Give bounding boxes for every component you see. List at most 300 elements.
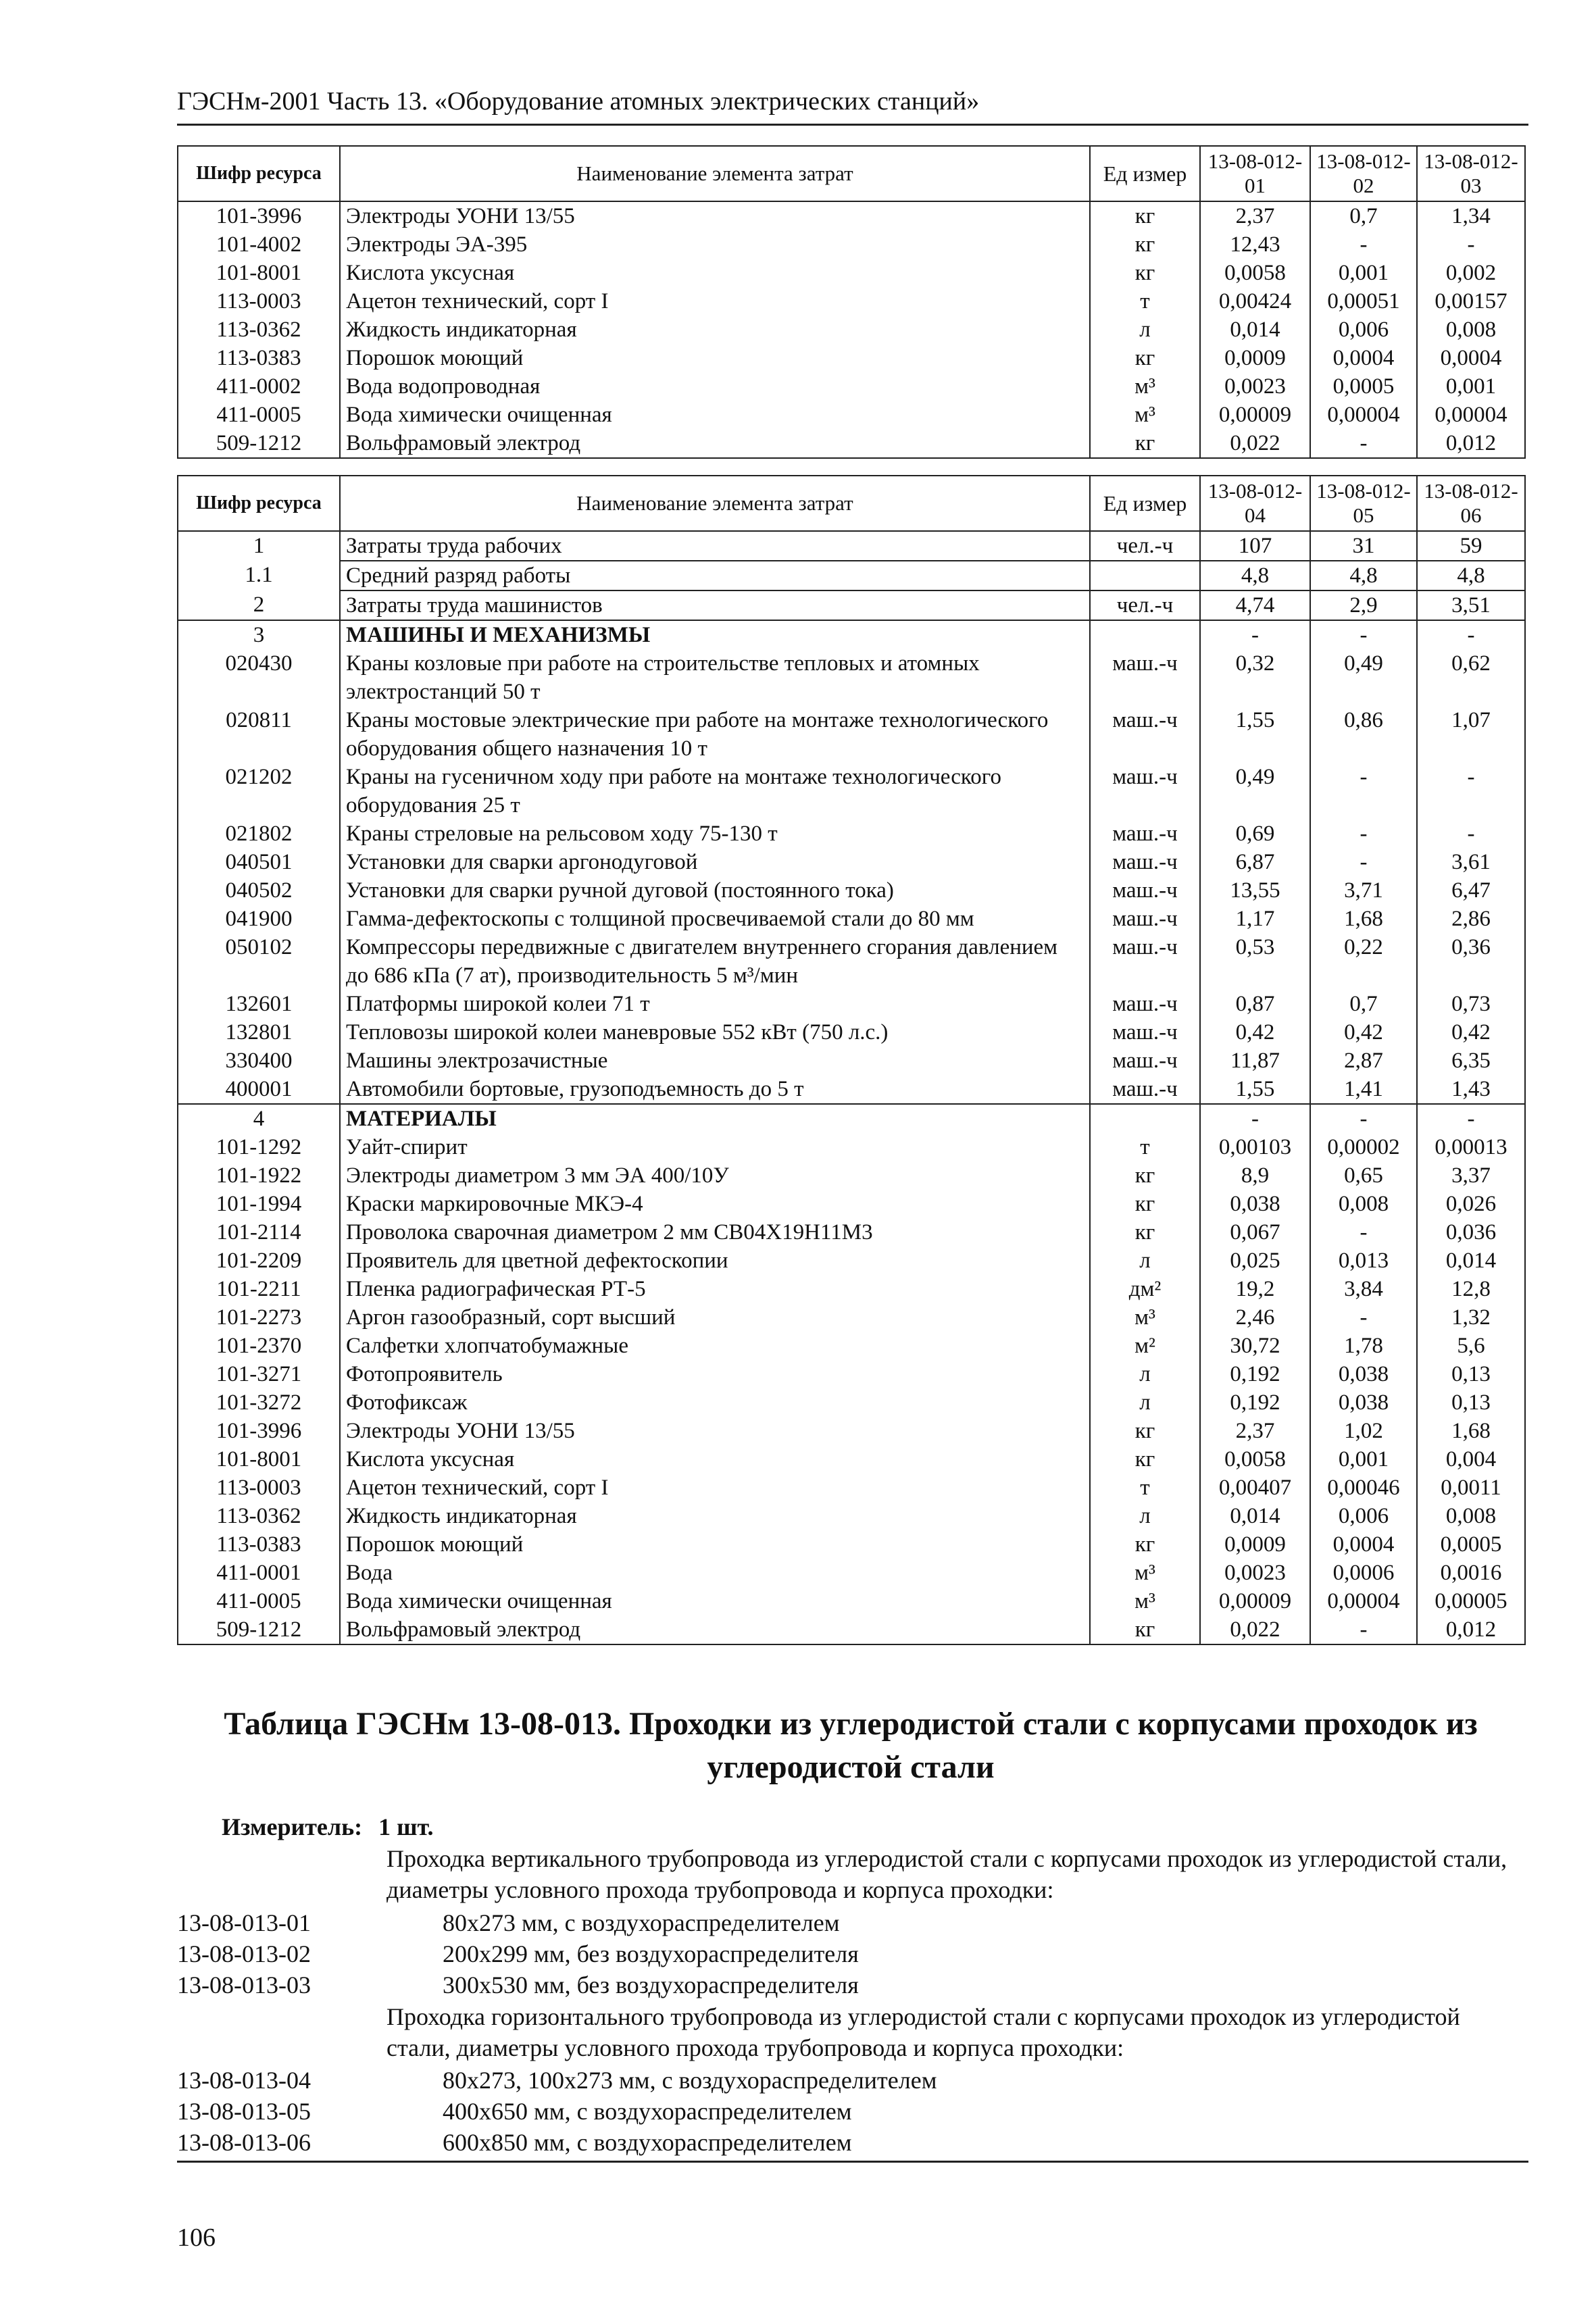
resource-code: 101-2114 <box>178 1218 340 1247</box>
unit-of-measure: маш.-ч <box>1090 820 1200 848</box>
resource-table-2 <box>177 475 1526 1645</box>
unit-of-measure: кг <box>1090 259 1200 287</box>
unit-of-measure: маш.-ч <box>1090 933 1200 990</box>
norm-value-3: 59 <box>1417 531 1525 561</box>
resource-code: 101-2273 <box>178 1303 340 1332</box>
norm-value-1: 0,022 <box>1200 429 1310 458</box>
col-header-c2: 13-08-012-02 <box>1310 146 1417 201</box>
norm-value-2: - <box>1310 1218 1417 1247</box>
resource-name: Краны стреловые на рельсовом ходу 75-130 т <box>340 820 1090 848</box>
norm-value-3: 0,036 <box>1417 1218 1525 1247</box>
norm-value-3: 3,37 <box>1417 1161 1525 1190</box>
norm-value-3: 0,0005 <box>1417 1530 1525 1559</box>
table-row <box>178 1218 1525 1247</box>
norm-value-1: 0,0023 <box>1200 372 1310 401</box>
norm-value-3: 0,026 <box>1417 1190 1525 1218</box>
unit-of-measure: м² <box>1090 1332 1200 1360</box>
norm-value-3: - <box>1417 620 1525 649</box>
norm-value-3: 0,42 <box>1417 1018 1525 1047</box>
norm-value-2: 0,038 <box>1310 1388 1417 1417</box>
resource-code: 101-2209 <box>178 1247 340 1275</box>
item-text: 400х650 мм, с воздухораспределителем <box>443 2098 852 2125</box>
norm-value-1: 13,55 <box>1200 876 1310 905</box>
norm-value-2: - <box>1310 1104 1417 1133</box>
resource-code: 330400 <box>178 1047 340 1075</box>
norm-value-1: 12,43 <box>1200 230 1310 259</box>
norm-value-3: 0,012 <box>1417 1615 1525 1644</box>
norm-value-2: - <box>1310 1303 1417 1332</box>
unit-of-measure <box>1090 620 1200 649</box>
norm-value-3: 0,008 <box>1417 316 1525 344</box>
norm-value-3: 0,00004 <box>1417 401 1525 429</box>
norm-value-2: 0,42 <box>1310 1018 1417 1047</box>
norm-value-3: - <box>1417 230 1525 259</box>
col-header-c3: 13-08-012-03 <box>1417 146 1525 201</box>
resource-code: 113-0362 <box>178 316 340 344</box>
norm-value-3: 2,86 <box>1417 905 1525 933</box>
table-row <box>178 620 1525 649</box>
unit-of-measure: кг <box>1090 1615 1200 1644</box>
norm-value-2: - <box>1310 820 1417 848</box>
norm-value-2: 1,41 <box>1310 1075 1417 1104</box>
resource-code: 101-1922 <box>178 1161 340 1190</box>
norm-value-2: 0,7 <box>1310 201 1417 230</box>
table-row <box>178 1275 1525 1303</box>
unit-of-measure: т <box>1090 1133 1200 1161</box>
table-row <box>178 1075 1525 1104</box>
norm-value-1: 0,00009 <box>1200 401 1310 429</box>
bottom-rule <box>177 2161 1528 2163</box>
resource-name: Электроды диаметром 3 мм ЭА 400/10У <box>340 1161 1090 1190</box>
unit-of-measure: кг <box>1090 201 1200 230</box>
norm-value-2: 1,68 <box>1310 905 1417 933</box>
norm-value-1: 0,022 <box>1200 1615 1310 1644</box>
unit-of-measure: маш.-ч <box>1090 848 1200 876</box>
norm-value-1: 30,72 <box>1200 1332 1310 1360</box>
item-code: 13-08-013-03 <box>177 1971 311 1998</box>
table-row <box>178 1502 1525 1530</box>
table-row <box>178 1104 1525 1133</box>
norm-value-3: 4,8 <box>1417 561 1525 590</box>
norm-value-3: 1,43 <box>1417 1075 1525 1104</box>
resource-name: Автомобили бортовые, грузоподъемность до 5 т <box>340 1075 1090 1104</box>
unit-of-measure: м³ <box>1090 1559 1200 1587</box>
col-header-c1: 13-08-012-01 <box>1200 146 1310 201</box>
resource-name: Гамма-дефектоскопы с толщиной просвечиваемой стали до 80 мм <box>340 905 1090 933</box>
resource-name: Машины электрозачистные <box>340 1047 1090 1075</box>
resource-name: Салфетки хлопчатобумажные <box>340 1332 1090 1360</box>
norm-value-2: 0,0005 <box>1310 372 1417 401</box>
resource-name: Жидкость индикаторная <box>340 1502 1090 1530</box>
table-row <box>178 1018 1525 1047</box>
unit-of-measure: маш.-ч <box>1090 649 1200 706</box>
norm-value-3: 5,6 <box>1417 1332 1525 1360</box>
norm-value-1: 8,9 <box>1200 1161 1310 1190</box>
norm-value-1: 0,0009 <box>1200 1530 1310 1559</box>
resource-code: 040501 <box>178 848 340 876</box>
unit-of-measure: чел.-ч <box>1090 531 1200 561</box>
norm-value-3: 0,36 <box>1417 933 1525 990</box>
resource-name: Краны мостовые электрические при работе на монтаже технологического оборудования общего назначения 10 т <box>340 706 1090 763</box>
norm-value-3: 0,13 <box>1417 1388 1525 1417</box>
norm-value-2: 0,038 <box>1310 1360 1417 1388</box>
table-row <box>178 230 1525 259</box>
norm-value-3: 0,0011 <box>1417 1474 1525 1502</box>
resource-name: Затраты труда машинистов <box>340 590 1090 620</box>
norm-value-1: 0,067 <box>1200 1218 1310 1247</box>
norm-value-2: - <box>1310 763 1417 820</box>
norm-value-2: 0,00046 <box>1310 1474 1417 1502</box>
norm-value-3: 0,13 <box>1417 1360 1525 1388</box>
unit-of-measure: маш.-ч <box>1090 1075 1200 1104</box>
resource-code: 509-1212 <box>178 1615 340 1644</box>
norm-value-3: 6,35 <box>1417 1047 1525 1075</box>
unit-of-measure: кг <box>1090 1530 1200 1559</box>
unit-of-measure: маш.-ч <box>1090 706 1200 763</box>
resource-code: 101-3996 <box>178 1417 340 1445</box>
norm-value-1: 1,17 <box>1200 905 1310 933</box>
resource-name: Вода химически очищенная <box>340 401 1090 429</box>
norm-value-2: 0,00004 <box>1310 401 1417 429</box>
measure-unit <box>222 1813 449 1841</box>
resource-name: Краны на гусеничном ходу при работе на монтаже технологического оборудования 25 т <box>340 763 1090 820</box>
resource-code: 101-2211 <box>178 1275 340 1303</box>
resource-code: 2 <box>178 590 340 620</box>
resource-name: МАШИНЫ И МЕХАНИЗМЫ <box>340 620 1090 649</box>
item-text: 80х273 мм, с воздухораспределителем <box>443 1909 840 1936</box>
item-text: 300х530 мм, без воздухораспределителя <box>443 1971 859 1998</box>
norm-value-2: - <box>1310 620 1417 649</box>
norm-value-2: 0,00051 <box>1310 287 1417 316</box>
table-row <box>178 372 1525 401</box>
resource-code: 411-0005 <box>178 401 340 429</box>
table-row <box>178 1360 1525 1388</box>
unit-of-measure <box>1090 561 1200 590</box>
norm-value-1: 1,55 <box>1200 1075 1310 1104</box>
norm-value-1: 0,00009 <box>1200 1587 1310 1615</box>
norm-value-1: - <box>1200 1104 1310 1133</box>
norm-value-2: 31 <box>1310 531 1417 561</box>
table-row <box>178 259 1525 287</box>
norm-value-3: 0,008 <box>1417 1502 1525 1530</box>
resource-name: Кислота уксусная <box>340 1445 1090 1474</box>
col-header-name: Наименование элемента затрат <box>340 476 1090 531</box>
norm-value-3: 3,51 <box>1417 590 1525 620</box>
resource-name: Платформы широкой колеи 71 т <box>340 990 1090 1018</box>
resource-name: Вольфрамовый электрод <box>340 429 1090 458</box>
unit-of-measure: кг <box>1090 1445 1200 1474</box>
col-header-unit: Ед измер <box>1090 476 1200 531</box>
norm-value-3: - <box>1417 820 1525 848</box>
norm-value-2: 2,87 <box>1310 1047 1417 1075</box>
resource-name: Электроды ЭА-395 <box>340 230 1090 259</box>
table-row <box>178 201 1525 230</box>
norm-value-2: 0,22 <box>1310 933 1417 990</box>
unit-of-measure: кг <box>1090 429 1200 458</box>
header-rule <box>177 124 1528 126</box>
norm-value-3: 0,001 <box>1417 372 1525 401</box>
col-header-code: Шифр ресурса <box>178 476 340 531</box>
unit-of-measure: маш.-ч <box>1090 1018 1200 1047</box>
unit-of-measure: кг <box>1090 344 1200 372</box>
norm-value-1: 1,55 <box>1200 706 1310 763</box>
resource-code: 101-3271 <box>178 1360 340 1388</box>
norm-value-3: 1,32 <box>1417 1303 1525 1332</box>
norm-value-1: - <box>1200 620 1310 649</box>
resource-code: 041900 <box>178 905 340 933</box>
measure-unit-label: Измеритель: <box>222 1813 363 1840</box>
resource-name: Установки для сварки аргонодуговой <box>340 848 1090 876</box>
resource-code: 101-3272 <box>178 1388 340 1417</box>
resource-code: 1.1 <box>178 561 340 590</box>
table-row <box>178 1587 1525 1615</box>
norm-value-2: 0,86 <box>1310 706 1417 763</box>
item-text: 200х299 мм, без воздухораспределителя <box>443 1940 859 1967</box>
table-row <box>178 316 1525 344</box>
table-row <box>178 848 1525 876</box>
resource-name: Вода <box>340 1559 1090 1587</box>
norm-value-3: 0,00157 <box>1417 287 1525 316</box>
unit-of-measure: кг <box>1090 1218 1200 1247</box>
table-title-line1: Таблица ГЭСНм 13-08-013. Проходки из углеродистой стали с корпусами проходок из <box>224 1706 1478 1742</box>
col-header-unit: Ед измер <box>1090 146 1200 201</box>
norm-value-2: 2,9 <box>1310 590 1417 620</box>
resource-name: Вода водопроводная <box>340 372 1090 401</box>
col-header-code: Шифр ресурса <box>178 146 340 201</box>
resource-code: 040502 <box>178 876 340 905</box>
resource-name: Пленка радиографическая РТ-5 <box>340 1275 1090 1303</box>
norm-value-3: 1,34 <box>1417 201 1525 230</box>
resource-code: 101-3996 <box>178 201 340 230</box>
norm-value-1: 2,37 <box>1200 1417 1310 1445</box>
item-text: 600х850 мм, с воздухораспределителем <box>443 2129 852 2156</box>
norm-value-3: - <box>1417 1104 1525 1133</box>
running-header: ГЭСНм-2001 Часть 13. «Оборудование атомных электрических станций» <box>177 87 980 116</box>
page-number: 106 <box>177 2223 216 2252</box>
group-description-1: Проходка вертикального трубопровода из углеродистой стали с корпусами проходок из углеродистой стали, диаметры условного прохода трубопровода и корпуса проходки: <box>386 1845 1507 1903</box>
norm-value-2: - <box>1310 848 1417 876</box>
norm-value-1: 0,0058 <box>1200 259 1310 287</box>
table-row <box>178 1332 1525 1360</box>
norm-value-2: 0,0004 <box>1310 1530 1417 1559</box>
resource-code: 113-0383 <box>178 1530 340 1559</box>
resource-code: 509-1212 <box>178 429 340 458</box>
norm-value-2: 0,013 <box>1310 1247 1417 1275</box>
norm-value-2: 0,006 <box>1310 316 1417 344</box>
norm-value-3: 12,8 <box>1417 1275 1525 1303</box>
norm-value-1: 11,87 <box>1200 1047 1310 1075</box>
resource-name: Жидкость индикаторная <box>340 316 1090 344</box>
resource-name: Проволока сварочная диаметром 2 мм СВ04Х19Н11М3 <box>340 1218 1090 1247</box>
col-header-c1: 13-08-012-04 <box>1200 476 1310 531</box>
norm-value-3: 0,012 <box>1417 429 1525 458</box>
table-row <box>178 1417 1525 1445</box>
resource-name: Средний разряд работы <box>340 561 1090 590</box>
resource-code: 400001 <box>178 1075 340 1104</box>
group-description-2: Проходка горизонтального трубопровода из углеродистой стали с корпусами проходок из углеродистой стали, диаметры условного прохода трубопровода и корпуса проходки: <box>386 2003 1460 2061</box>
resource-name: Компрессоры передвижные с двигателем внутреннего сгорания давлением до 686 кПа (7 ат), производительность 5 м³/мин <box>340 933 1090 990</box>
norm-value-1: 0,69 <box>1200 820 1310 848</box>
resource-code: 132601 <box>178 990 340 1018</box>
resource-code: 4 <box>178 1104 340 1133</box>
norm-value-3: 0,00013 <box>1417 1133 1525 1161</box>
resource-code: 411-0002 <box>178 372 340 401</box>
table-row <box>178 1190 1525 1218</box>
table-row <box>178 1388 1525 1417</box>
norm-value-1: 0,32 <box>1200 649 1310 706</box>
norm-value-2: 0,65 <box>1310 1161 1417 1190</box>
norm-value-1: 0,0009 <box>1200 344 1310 372</box>
unit-of-measure: маш.-ч <box>1090 990 1200 1018</box>
unit-of-measure: чел.-ч <box>1090 590 1200 620</box>
resource-name: Кислота уксусная <box>340 259 1090 287</box>
norm-value-2: 0,006 <box>1310 1502 1417 1530</box>
norm-value-3: - <box>1417 763 1525 820</box>
item-code: 13-08-013-01 <box>177 1909 311 1936</box>
unit-of-measure: маш.-ч <box>1090 905 1200 933</box>
norm-value-1: 0,00424 <box>1200 287 1310 316</box>
item-code: 13-08-013-04 <box>177 2067 311 2094</box>
norm-value-1: 0,0023 <box>1200 1559 1310 1587</box>
norm-value-2: 0,001 <box>1310 1445 1417 1474</box>
table-row <box>178 1530 1525 1559</box>
unit-of-measure: маш.-ч <box>1090 1047 1200 1075</box>
table-row <box>178 820 1525 848</box>
norm-value-2: - <box>1310 230 1417 259</box>
norm-value-1: 0,192 <box>1200 1388 1310 1417</box>
norm-value-1: 0,42 <box>1200 1018 1310 1047</box>
table-row <box>178 1047 1525 1075</box>
unit-of-measure <box>1090 1104 1200 1133</box>
resource-name: Затраты труда рабочих <box>340 531 1090 561</box>
table-row <box>178 706 1525 763</box>
resource-code: 021802 <box>178 820 340 848</box>
unit-of-measure: кг <box>1090 1161 1200 1190</box>
norm-value-1: 0,014 <box>1200 316 1310 344</box>
resource-code: 050102 <box>178 933 340 990</box>
unit-of-measure: кг <box>1090 1190 1200 1218</box>
resource-name: Установки для сварки ручной дуговой (постоянного тока) <box>340 876 1090 905</box>
resource-code: 101-8001 <box>178 259 340 287</box>
norm-value-2: 0,00004 <box>1310 1587 1417 1615</box>
unit-of-measure: кг <box>1090 230 1200 259</box>
resource-code: 020811 <box>178 706 340 763</box>
table-row <box>178 1133 1525 1161</box>
unit-of-measure: м³ <box>1090 1587 1200 1615</box>
item-code: 13-08-013-05 <box>177 2098 311 2125</box>
norm-value-2: 0,49 <box>1310 649 1417 706</box>
norm-value-3: 1,07 <box>1417 706 1525 763</box>
unit-of-measure: л <box>1090 1247 1200 1275</box>
norm-value-3: 6,47 <box>1417 876 1525 905</box>
table-row <box>178 429 1525 458</box>
norm-value-1: 6,87 <box>1200 848 1310 876</box>
unit-of-measure: л <box>1090 1360 1200 1388</box>
unit-of-measure: л <box>1090 1502 1200 1530</box>
table-row <box>178 1247 1525 1275</box>
norm-value-1: 0,53 <box>1200 933 1310 990</box>
resource-code: 3 <box>178 620 340 649</box>
norm-value-1: 0,014 <box>1200 1502 1310 1530</box>
unit-of-measure: л <box>1090 1388 1200 1417</box>
resource-name: Электроды УОНИ 13/55 <box>340 1417 1090 1445</box>
table-row <box>178 990 1525 1018</box>
resource-name: Фотопроявитель <box>340 1360 1090 1388</box>
resource-code: 113-0383 <box>178 344 340 372</box>
table-row <box>178 401 1525 429</box>
norm-value-3: 0,62 <box>1417 649 1525 706</box>
resource-name: Краски маркировочные МКЭ-4 <box>340 1190 1090 1218</box>
resource-code: 132801 <box>178 1018 340 1047</box>
norm-value-2: 0,7 <box>1310 990 1417 1018</box>
norm-value-3: 0,014 <box>1417 1247 1525 1275</box>
table-row <box>178 287 1525 316</box>
table-row <box>178 933 1525 990</box>
resource-code: 021202 <box>178 763 340 820</box>
norm-value-1: 4,8 <box>1200 561 1310 590</box>
table-row <box>178 531 1525 561</box>
norm-value-2: - <box>1310 429 1417 458</box>
resource-name: Проявитель для цветной дефектоскопии <box>340 1247 1090 1275</box>
item-text: 80х273, 100х273 мм, с воздухораспределителем <box>443 2067 937 2094</box>
resource-code: 411-0001 <box>178 1559 340 1587</box>
unit-of-measure: т <box>1090 287 1200 316</box>
table-row <box>178 905 1525 933</box>
norm-value-1: 4,74 <box>1200 590 1310 620</box>
table-row <box>178 763 1525 820</box>
norm-value-2: 4,8 <box>1310 561 1417 590</box>
norm-value-3: 1,68 <box>1417 1417 1525 1445</box>
resource-name: Вода химически очищенная <box>340 1587 1090 1615</box>
norm-value-1: 0,87 <box>1200 990 1310 1018</box>
norm-value-2: 0,0004 <box>1310 344 1417 372</box>
resource-name: Порошок моющий <box>340 344 1090 372</box>
item-code: 13-08-013-06 <box>177 2129 311 2156</box>
norm-value-3: 0,0016 <box>1417 1559 1525 1587</box>
resource-name: МАТЕРИАЛЫ <box>340 1104 1090 1133</box>
resource-code: 101-1292 <box>178 1133 340 1161</box>
measure-unit-value: 1 шт. <box>378 1813 434 1840</box>
resource-code: 113-0003 <box>178 1474 340 1502</box>
norm-value-1: 0,00103 <box>1200 1133 1310 1161</box>
norm-value-1: 19,2 <box>1200 1275 1310 1303</box>
item-code: 13-08-013-02 <box>177 1940 311 1967</box>
resource-code: 1 <box>178 531 340 561</box>
norm-value-1: 0,025 <box>1200 1247 1310 1275</box>
unit-of-measure: дм² <box>1090 1275 1200 1303</box>
norm-value-2: 0,00002 <box>1310 1133 1417 1161</box>
resource-name: Краны козловые при работе на строительстве тепловых и атомных электростанций 50 т <box>340 649 1090 706</box>
resource-name: Фотофиксаж <box>340 1388 1090 1417</box>
unit-of-measure: л <box>1090 316 1200 344</box>
table-title-line2: углеродистой стали <box>707 1749 995 1785</box>
resource-name: Ацетон технический, сорт I <box>340 1474 1090 1502</box>
norm-value-1: 2,46 <box>1200 1303 1310 1332</box>
norm-value-2: - <box>1310 1615 1417 1644</box>
table-row <box>178 876 1525 905</box>
resource-name: Электроды УОНИ 13/55 <box>340 201 1090 230</box>
norm-value-2: 1,02 <box>1310 1417 1417 1445</box>
resource-name: Тепловозы широкой колеи маневровые 552 кВт (750 л.с.) <box>340 1018 1090 1047</box>
norm-value-3: 0,002 <box>1417 259 1525 287</box>
resource-name: Уайт-спирит <box>340 1133 1090 1161</box>
table-row <box>178 1615 1525 1644</box>
norm-value-1: 0,0058 <box>1200 1445 1310 1474</box>
resource-name: Вольфрамовый электрод <box>340 1615 1090 1644</box>
col-header-c3: 13-08-012-06 <box>1417 476 1525 531</box>
table-row <box>178 1161 1525 1190</box>
norm-value-2: 0,008 <box>1310 1190 1417 1218</box>
